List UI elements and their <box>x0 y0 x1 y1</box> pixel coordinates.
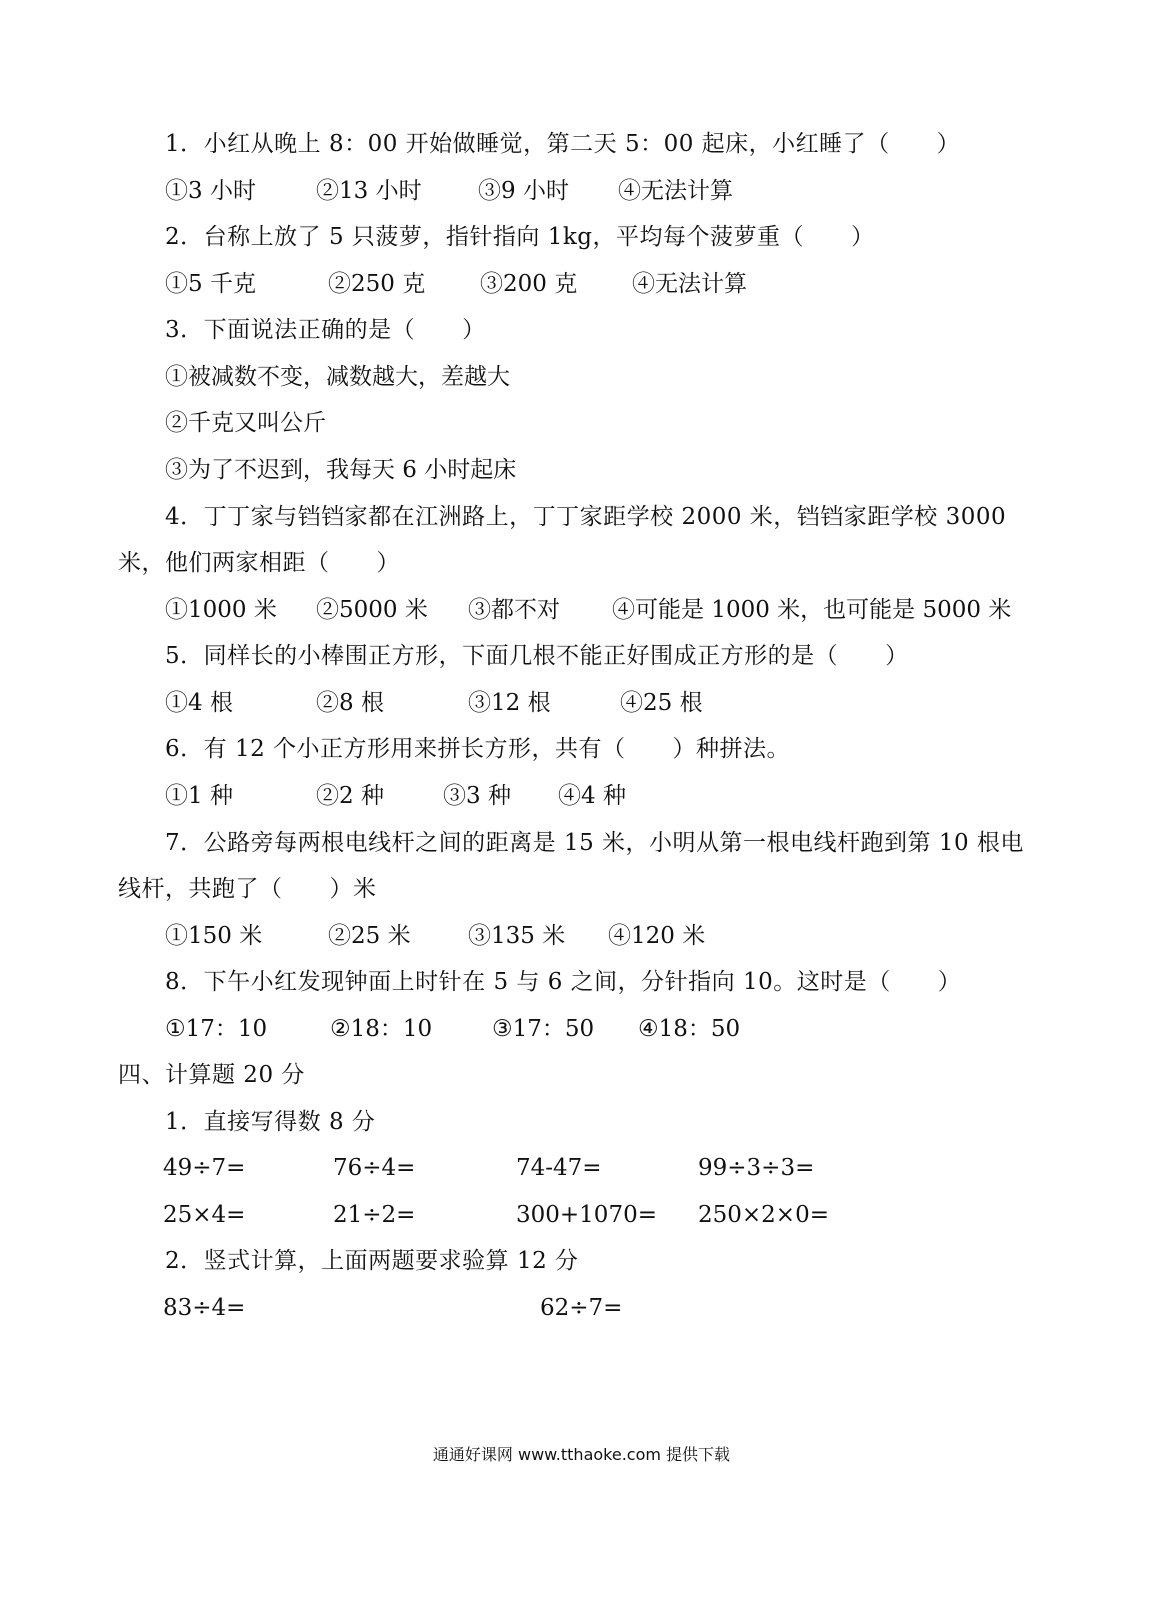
q5-option-1: ①4 根 <box>165 690 233 716</box>
q4-option-4: ④可能是 1000 米，也可能是 5000 米 <box>612 597 1012 623</box>
q4-option-2: ②5000 米 <box>316 597 428 623</box>
q6-option-4: ④4 种 <box>558 783 626 809</box>
question-4-line-2: 米，他们两家相距（ ） <box>118 550 400 576</box>
q8-option-4: ④18：50 <box>638 1016 741 1042</box>
footer-source: 通通好课网 www.tthaoke.com 提供下载 <box>432 1445 731 1464</box>
q7-option-2: ②25 米 <box>328 923 411 949</box>
calc-1-3: 74-47= <box>516 1155 602 1181</box>
calc-1-1: 49÷7= <box>163 1155 246 1181</box>
question-7-line-1: 7．公路旁每两根电线杆之间的距离是 15 米，小明从第一根电线杆跑到第 10 根电 <box>165 830 1024 856</box>
q5-option-2: ②8 根 <box>316 690 384 716</box>
q4-option-1: ①1000 米 <box>165 597 277 623</box>
q5-option-3: ③12 根 <box>468 690 551 716</box>
q8-option-1: ①17：10 <box>165 1016 268 1042</box>
q1-option-1: ①3 小时 <box>165 178 256 204</box>
question-8: 8．下午小红发现钟面上时针在 5 与 6 之间，分针指向 10。这时是（ ） <box>165 969 962 995</box>
calc-1-2: 76÷4= <box>333 1155 416 1181</box>
q2-option-1: ①5 千克 <box>165 271 256 297</box>
q2-option-4: ④无法计算 <box>632 271 747 297</box>
q5-option-4: ④25 根 <box>620 690 703 716</box>
question-2: 2．台称上放了 5 只菠萝，指针指向 1kg，平均每个菠萝重（ ） <box>165 224 875 250</box>
q3-option-2: ②千克又叫公斤 <box>165 410 326 436</box>
q6-option-2: ②2 种 <box>316 783 384 809</box>
calc-2-4: 250×2×0= <box>698 1202 829 1228</box>
q2-option-2: ②250 克 <box>328 271 426 297</box>
calc-3-2: 62÷7= <box>540 1295 623 1321</box>
calc-2-2: 21÷2= <box>333 1202 416 1228</box>
q3-option-3: ③为了不迟到，我每天 6 小时起床 <box>165 457 517 483</box>
q2-option-3: ③200 克 <box>480 271 578 297</box>
q4-option-3: ③都不对 <box>468 597 560 623</box>
q1-option-3: ③9 小时 <box>478 178 569 204</box>
question-3: 3．下面说法正确的是（ ） <box>165 317 486 343</box>
calc-2-1: 25×4= <box>163 1202 246 1228</box>
q1-option-2: ②13 小时 <box>316 178 422 204</box>
question-1: 1．小红从晚上 8：00 开始做睡觉，第二天 5：00 起床，小红睡了（ ） <box>165 131 961 157</box>
question-4-line-1: 4．丁丁家与铛铛家都在江洲路上，丁丁家距学校 2000 米，铛铛家距学校 3000 <box>165 504 1007 530</box>
section-4-title: 四、计算题 20 分 <box>118 1062 305 1088</box>
q6-option-1: ①1 种 <box>165 783 233 809</box>
q7-option-1: ①150 米 <box>165 923 263 949</box>
q3-option-1: ①被减数不变，减数越大，差越大 <box>165 364 510 390</box>
calc-2-3: 300+1070= <box>516 1202 657 1228</box>
calc-1-4: 99÷3÷3= <box>698 1155 815 1181</box>
question-6: 6．有 12 个小正方形用来拼长方形，共有（ ）种拼法。 <box>165 736 791 762</box>
q7-option-4: ④120 米 <box>608 923 706 949</box>
q8-option-2: ②18：10 <box>330 1016 433 1042</box>
q7-option-3: ③135 米 <box>468 923 566 949</box>
section-4-part-2-title: 2．竖式计算，上面两题要求验算 12 分 <box>165 1248 579 1274</box>
q1-option-4: ④无法计算 <box>618 178 733 204</box>
question-5: 5．同样长的小棒围正方形，下面几根不能正好围成正方形的是（ ） <box>165 643 909 669</box>
question-7-line-2: 线杆，共跑了（ ）米 <box>118 876 377 902</box>
calc-3-1: 83÷4= <box>163 1295 246 1321</box>
q6-option-3: ③3 种 <box>443 783 511 809</box>
section-4-part-1-title: 1．直接写得数 8 分 <box>165 1109 376 1135</box>
q8-option-3: ③17：50 <box>492 1016 595 1042</box>
